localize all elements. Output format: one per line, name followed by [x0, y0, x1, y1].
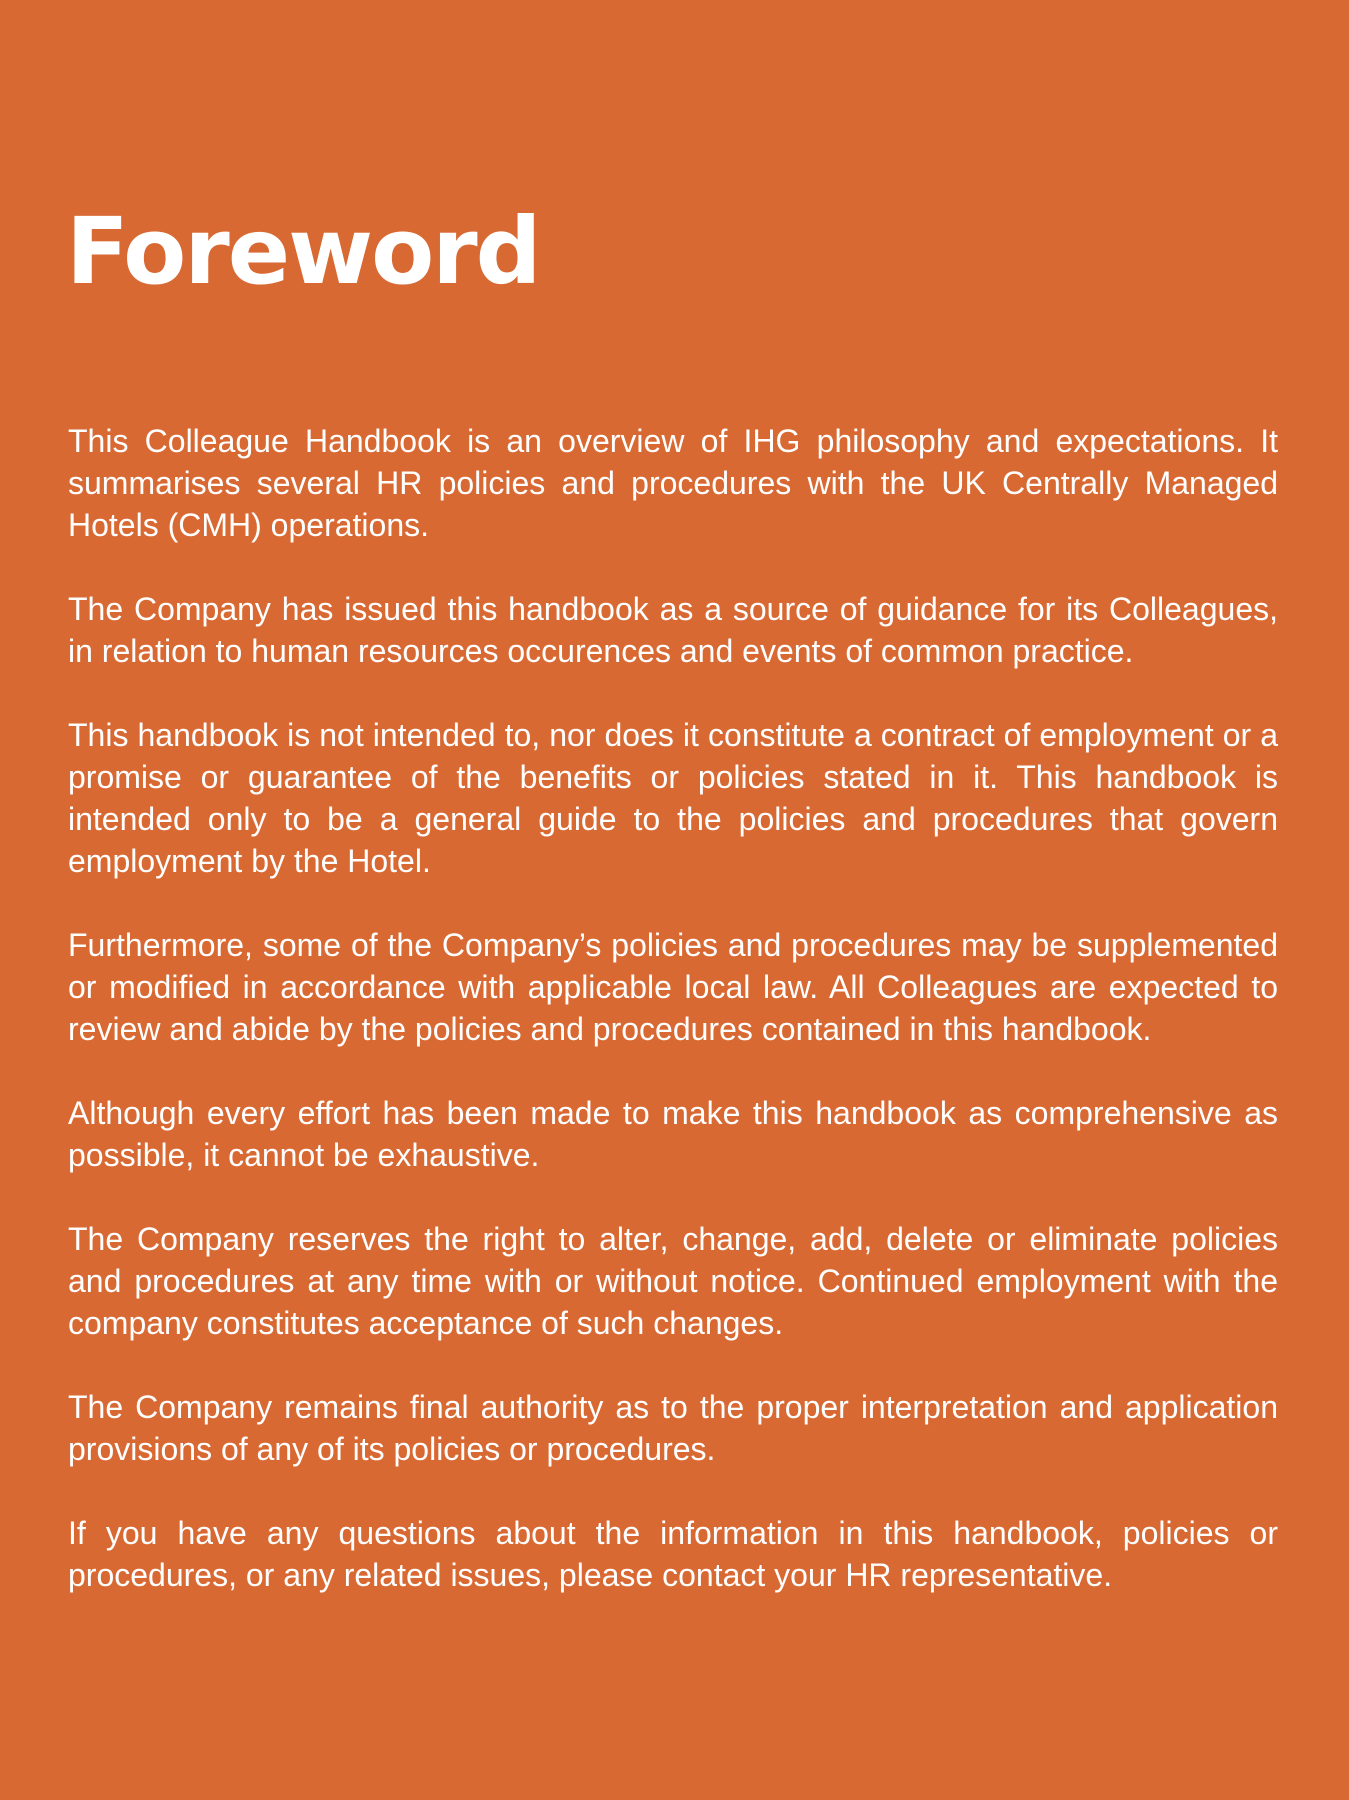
paragraph-not-exhaustive: Although every effort has been made to make this handbook as comprehensive as possible, it cannot be exhaustive.: [68, 1095, 1278, 1173]
paragraph-contact-hr: If you have any questions about the information in this handbook, policies or procedures, or any related issues, please contact your HR representative.: [68, 1515, 1278, 1593]
paragraph-guidance: The Company has issued this handbook as a source of guidance for its Colleagues, in relation to human resources occurences and events of common practice.: [68, 591, 1278, 669]
paragraph-not-contract: This handbook is not intended to, nor does it constitute a contract of employment or a promise or guarantee of the benefits or policies stated in it. This handbook is intended only to be a general guide to the policies and procedures that govern employment by the Hotel.: [68, 717, 1278, 879]
paragraph-overview: This Colleague Handbook is an overview of IHG philosophy and expectations. It summarises several HR policies and procedures with the UK Centrally Managed Hotels (CMH) operations.: [68, 423, 1278, 543]
paragraph-right-to-alter: The Company reserves the right to alter, change, add, delete or eliminate policies and procedures at any time with or without notice. Continued employment with the company constitutes acceptance of such changes.: [68, 1221, 1278, 1341]
page-title: Foreword: [66, 198, 540, 305]
foreword-body: [68, 420, 1278, 1638]
paragraph-final-authority: The Company remains final authority as to the proper interpretation and application provisions of any of its policies or procedures.: [68, 1389, 1278, 1467]
paragraph-local-law: Furthermore, some of the Company’s policies and procedures may be supplemented or modified in accordance with applicable local law. All Colleagues are expected to review and abide by the policies and procedures contained in this handbook.: [68, 927, 1278, 1047]
